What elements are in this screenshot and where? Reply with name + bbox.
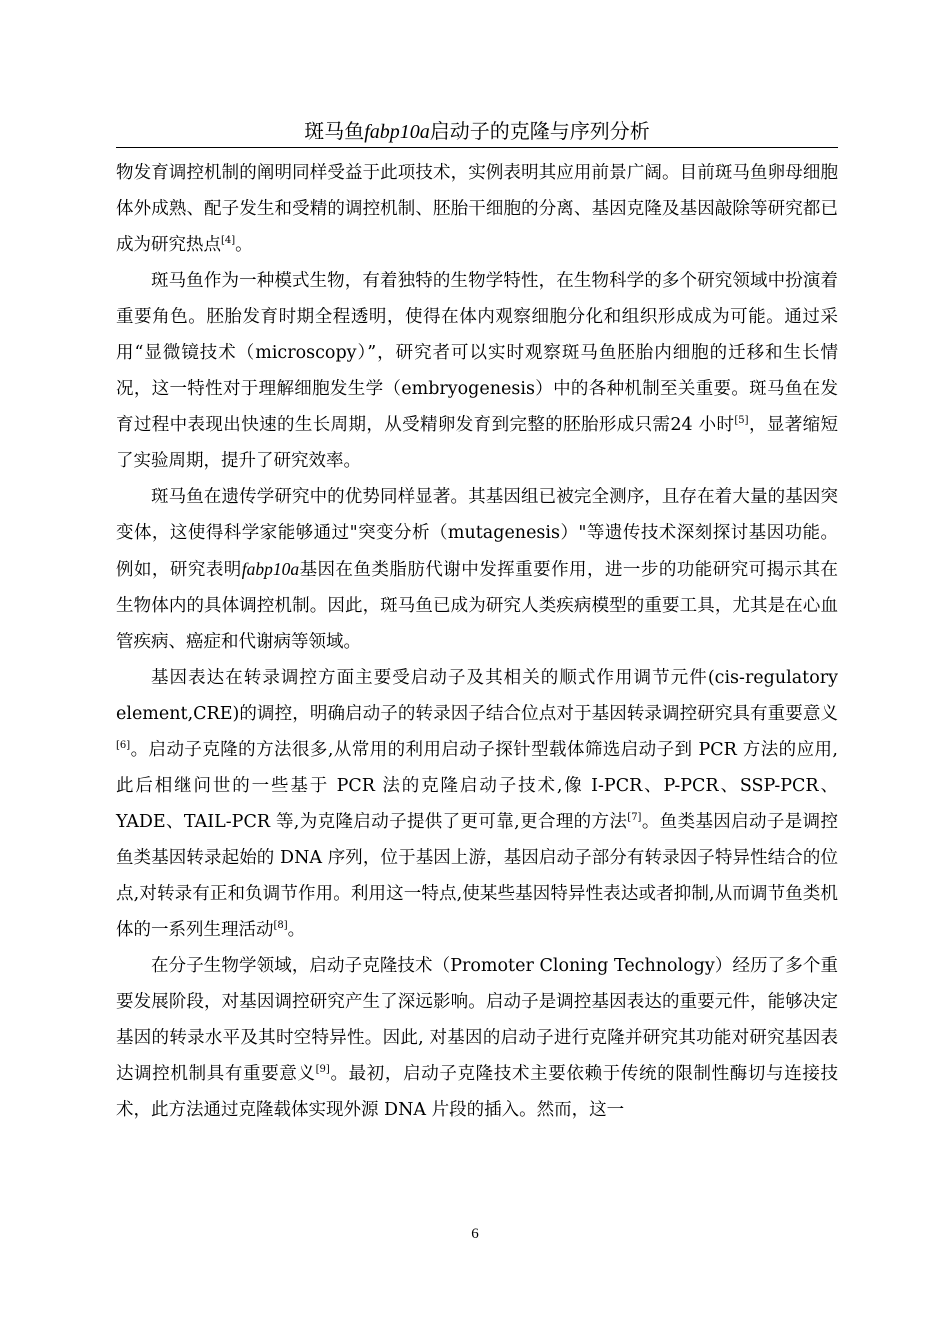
- citation-ref: [9]: [315, 1064, 330, 1076]
- header-rule: [116, 147, 838, 148]
- citation-ref: [5]: [734, 415, 749, 427]
- paragraph-3-text: 斑马鱼在遗传学研究中的优势同样显著。其基因组已被完全测序，且存在着大量的基因突变体，这使得科学家能够通过"突变分析（mutagenesis）"等遗传技术深刻探讨基因功能。例如，研究表明: [116, 487, 838, 580]
- header-title-prefix: 斑马鱼: [304, 119, 365, 143]
- paragraph-4-text-3: 。鱼类基因启动子是调控鱼类基因转录起始的 DNA 序列，位于基因上游，基因启动子部分有转录因子特异性结合的位点,对转录有正和负调节作用。利用这一特点,使某些基因特异性表达或者抑制,从而调节鱼类机体的一系列生理活动: [116, 812, 839, 940]
- citation-ref: [6]: [116, 740, 131, 752]
- paragraph-1: [116, 155, 838, 263]
- citation-ref: [8]: [273, 920, 288, 932]
- header-title-suffix: 启动子的克隆与序列分析: [429, 119, 650, 143]
- paragraph-2-end: ，显著缩短了实验周期，提升了研究效率。: [116, 415, 838, 471]
- citation-ref: [7]: [627, 812, 642, 824]
- header-gene-name: fabp10a: [364, 121, 430, 143]
- paragraph-5-text: 在分子生物学领域，启动子克隆技术（Promoter Cloning Technology）经历了多个重要发展阶段，对基因调控研究产生了深远影响。启动子是调控基因表达的重要元件，能够决定基因的转录水平及其时空特异性。因此, 对基因的启动子进行克隆并研究其功能对研究基因表达调控机制具有重要意义: [116, 956, 838, 1084]
- paragraph-4-end: 。: [287, 920, 306, 940]
- paragraph-2: [116, 263, 838, 479]
- page-number: 6: [471, 1226, 479, 1242]
- running-header: [116, 118, 838, 145]
- gene-name: fabp10a: [241, 559, 300, 579]
- citation-ref: [4]: [221, 235, 236, 247]
- paragraph-1-end: 。: [235, 235, 253, 255]
- paragraph-4-text-2: 。启动子克隆的方法很多,从常用的利用启动子探针型载体筛选启动子到 PCR 方法的应用,此后相继问世的一些基于 PCR 法的克隆启动子技术,像 I-PCR、P-PCR、SSP-PCR、YADE、TAIL-PCR 等,为克隆启动子提供了更可靠,更合理的方法: [116, 740, 838, 832]
- paragraph-5-end: 。最初，启动子克隆技术主要依赖于传统的限制性酶切与连接技术，此方法通过克隆载体实现外源 DNA 片段的插入。然而，这一: [116, 1064, 839, 1120]
- paragraph-2-text: 斑马鱼作为一种模式生物，有着独特的生物学特性，在生物科学的多个研究领域中扮演着重要角色。胚胎发育时期全程透明，使得在体内观察细胞分化和组织形成成为可能。通过采用“显微镜技术（microscopy）”，研究者可以实时观察斑马鱼胚胎内细胞的迁移和生长情况，这一特性对于理解细胞发生学（embryogenesis）中的各种机制至关重要。斑马鱼在发育过程中表现出快速的生长周期，从受精卵发育到完整的胚胎形成只需24 小时: [116, 271, 838, 435]
- paragraph-1-text: 物发育调控机制的阐明同样受益于此项技术，实例表明其应用前景广阔。目前斑马鱼卵母细胞体外成熟、配子发生和受精的调控机制、胚胎干细胞的分离、基因克隆及基因敲除等研究都已成为研究热点: [116, 163, 838, 255]
- body-text: [116, 155, 838, 1128]
- paragraph-4: [116, 660, 838, 948]
- paragraph-3: [116, 479, 838, 660]
- paragraph-3-end: 基因在鱼类脂肪代谢中发挥重要作用，进一步的功能研究可揭示其在生物体内的具体调控机制。因此，斑马鱼已成为研究人类疾病模型的重要工具，尤其是在心血管疾病、癌症和代谢病等领域。: [116, 560, 839, 652]
- paragraph-4-text: 基因表达在转录调控方面主要受启动子及其相关的顺式作用调节元件(cis-regulatory element,CRE)的调控，明确启动子的转录因子结合位点对于基因转录调控研究具有重要意义: [116, 668, 838, 724]
- paragraph-5: [116, 948, 838, 1128]
